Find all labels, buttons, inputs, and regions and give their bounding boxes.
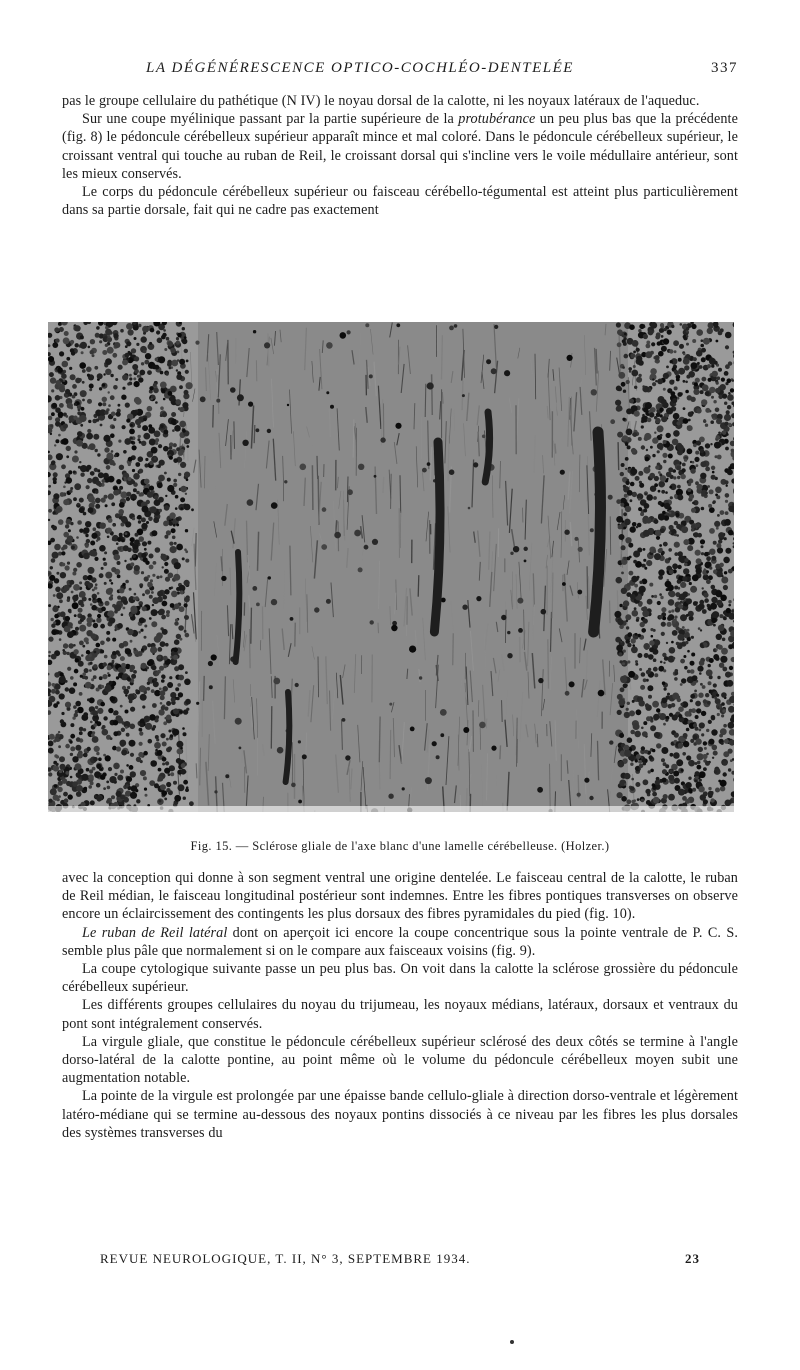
- top-text-block: [62, 92, 738, 219]
- paragraph: avec la conception qui donne à son segment ventral une origine dentelée. Le faisceau central de la calotte, le ruban de Reil médian, le faisceau longitudinal postérieur sont indemnes. Entre les fibres pontiques transverses on observe encore un éclaircissement des contingents les plus dorsaux des fibres pyramidales du pied (fig. 10).: [62, 870, 738, 923]
- folio-number: 23: [685, 1251, 700, 1266]
- paragraph: La pointe de la virgule est prolongée par une épaisse bande cellulo-gliale à direction dorso-ventrale et légèrement latéro-médiane qui se termine au-dessous des noyaux pontins dissociés à ce niveau par les fibres les plus dorsales des systèmes transverses du: [62, 1088, 738, 1141]
- italic-term: protubérance: [458, 111, 536, 128]
- ink-speck: [510, 1340, 514, 1344]
- paragraph-text-start: Sur une coupe myélinique passant par la partie supérieure de la: [82, 111, 459, 128]
- journal-citation: REVUE NEUROLOGIQUE, T. II, N° 3, SEPTEMBRE 1934.: [100, 1251, 471, 1266]
- paragraph: Les différents groupes cellulaires du noyau du trijumeau, les noyaux médians, latéraux, dorsaux et ventraux du pont sont intégralement conservés.: [62, 997, 738, 1032]
- paragraph: Le corps du pédoncule cérébelleux supérieur ou faisceau cérébello-tégumental est atteint plus particulièrement dans sa partie dorsale, fait qui ne cadre pas exactement: [62, 184, 738, 219]
- running-title: LA DÉGÉNÉRESCENCE OPTICO-COCHLÉO-DENTELÉE: [146, 60, 574, 76]
- paragraph-text: dont on aperçoit ici encore la coupe concentrique sous la pointe ventrale de P. C. S. semble plus pâle que normalement si on le compare aux faisceaux voisins (fig. 9).: [62, 924, 738, 959]
- micrograph-image: [48, 322, 742, 812]
- paragraph: La virgule gliale, que constitue le pédoncule cérébelleux supérieur sclérosé des deux côtés se termine à l'angle dorso-latéral de la calotte pontine, au point même où le volume du pédoncule cérébelleux moyen subit une augmentation notable.: [62, 1033, 738, 1087]
- paragraph: pas le groupe cellulaire du pathétique (N IV) le noyau dorsal de la calotte, ni les noyaux latéraux de l'aqueduc.: [62, 93, 700, 109]
- bottom-text-block: [62, 869, 738, 1142]
- paragraph: [62, 110, 738, 183]
- paragraph-text-end: un peu plus bas que la précédente (fig. 8) le pédoncule cérébelleux supérieur apparaît mince et mal coloré. Dans le pédoncule cérébelleux supérieur, le croissant ventral qui touche au ruban de Reil, le croissant dorsal qui s'incline vers le voile médullaire antérieur, sont les mieux conservés.: [62, 111, 738, 182]
- figure-caption: Fig. 15. — Sclérose gliale de l'axe blanc d'une lamelle cérébelleuse. (Holzer.): [190, 839, 610, 853]
- paragraph: [62, 924, 738, 960]
- paragraph: La coupe cytologique suivante passe un peu plus bas. On voit dans la calotte la sclérose grossière du pédoncule cérébelleux supérieur.: [62, 961, 738, 996]
- histology-photograph: [48, 322, 742, 812]
- page-number: 337: [711, 60, 738, 76]
- italic-term: Le ruban de Reil latéral: [82, 924, 228, 941]
